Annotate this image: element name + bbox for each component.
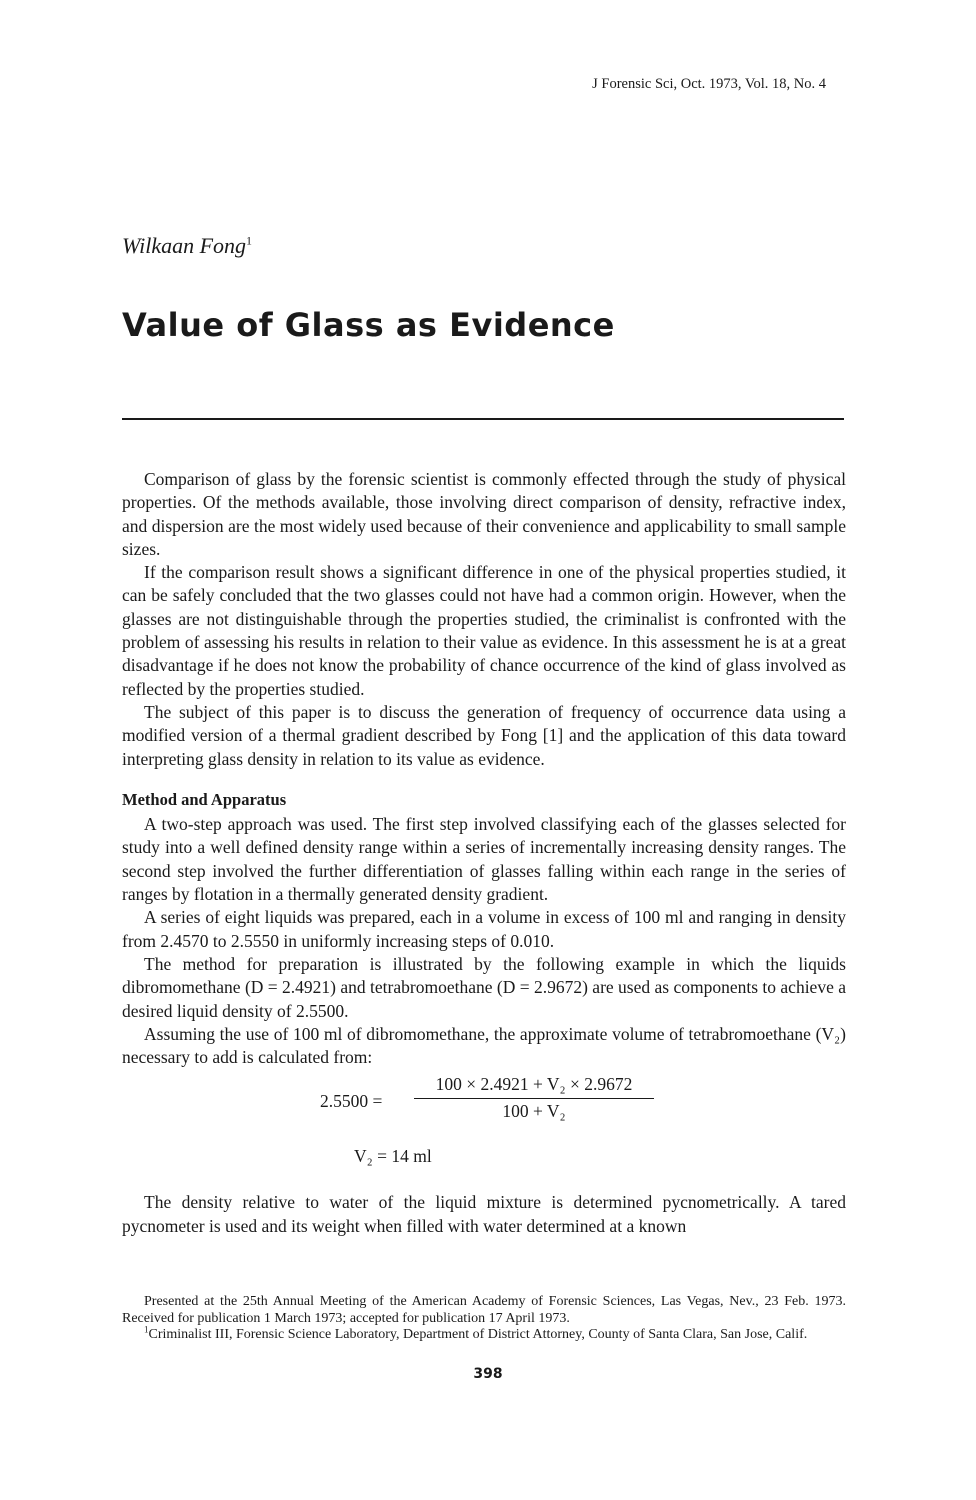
- method-paragraph: A two-step approach was used. The first step involved classifying each of the glasses selected for study into a well defined density range within a series of incrementally increasing density ranges. The second step involved the further differentiation of glasses falling within each range in the series of ranges by flotation in a thermally generated density gradient.: [122, 814, 846, 905]
- intro-paragraph: If the comparison result shows a significant difference in one of the physical properties studied, it can be safely concluded that the two glasses could not have had a common origin. However, when the glasses are not distinguishable through the properties studied, the criminalist is confronted with the problem of assessing his results in relation to their value as evidence. In this assessment he is at a great disadvantage if he does not know the probability of chance occurrence of the kind of glass involved as reflected by the properties studied.: [122, 562, 846, 699]
- method-paragraph: A series of eight liquids was prepared, each in a volume in excess of 100 ml and ranging in density from 2.4570 to 2.5550 in uniformly increasing steps of 0.010.: [122, 907, 846, 951]
- intro-paragraph: The subject of this paper is to discuss the generation of frequency of occurrence data using a modified version of a thermal gradient described by Fong [1] and the application of this data toward interpreting glass density in relation to its value as evidence.: [122, 701, 846, 769]
- article-body: [122, 468, 846, 1238]
- footnote-affiliation-text: Criminalist III, Forensic Science Laboratory, Department of District Attorney, County of Santa Clara, San Jose, Calif.: [148, 1327, 808, 1342]
- footnote-affiliation: [122, 1324, 846, 1344]
- page-number: 398: [473, 1366, 503, 1382]
- equation-denominator: 100 + V₂: [502, 1100, 566, 1121]
- intro-paragraph: Comparison of glass by the forensic scientist is commonly effected through the study of physical properties. Of the methods available, those involving direct comparison of density, refractive index, and dispersion are the most widely used because of their convenience and applicability to small sample sizes.: [122, 469, 846, 559]
- author-footnote-mark: 1: [246, 233, 253, 248]
- density-equation: [122, 1073, 846, 1181]
- author-name-text: Wilkaan Fong: [122, 233, 247, 258]
- journal-reference: J Forensic Sci, Oct. 1973, Vol. 18, No. 4: [592, 76, 826, 92]
- equation-numerator: 100 × 2.4921 + V₂ × 2.9672: [435, 1074, 633, 1095]
- section-heading-method: Method and Apparatus: [122, 789, 287, 809]
- footnotes: [122, 1294, 846, 1344]
- method-paragraph: The method for preparation is illustrated by the following example in which the liquids dibromomethane (D = 2.4921) and tetrabromoethane (D = 2.9672) are used as components to achieve a desired liquid density of 2.5500.: [122, 953, 846, 1021]
- method-paragraph: The density relative to water of the liquid mixture is determined pycnometrically. A tared pycnometer is used and its weight when filled with water determined at a known: [122, 1192, 846, 1236]
- footnote-presented: Presented at the 25th Annual Meeting of the American Academy of Forensic Sciences, Las Vegas, Nev., 23 Feb. 1973. Received for publication 1 March 1973; accepted for publication 17 April 1973.: [122, 1294, 846, 1326]
- equation-lhs: 2.5500 =: [320, 1091, 383, 1112]
- method-paragraph: Assuming the use of 100 ml of dibromomethane, the approximate volume of tetrabromoethane (V₂) necessary to add is calculated from:: [122, 1023, 846, 1068]
- paper-title: Value of Glass as Evidence: [122, 306, 615, 344]
- title-divider: [122, 418, 844, 420]
- author-name: [122, 233, 252, 259]
- footnote-mark: 1: [144, 1324, 149, 1335]
- equation-fraction: [414, 1073, 654, 1123]
- equation-result: V₂ = 14 ml: [354, 1146, 432, 1167]
